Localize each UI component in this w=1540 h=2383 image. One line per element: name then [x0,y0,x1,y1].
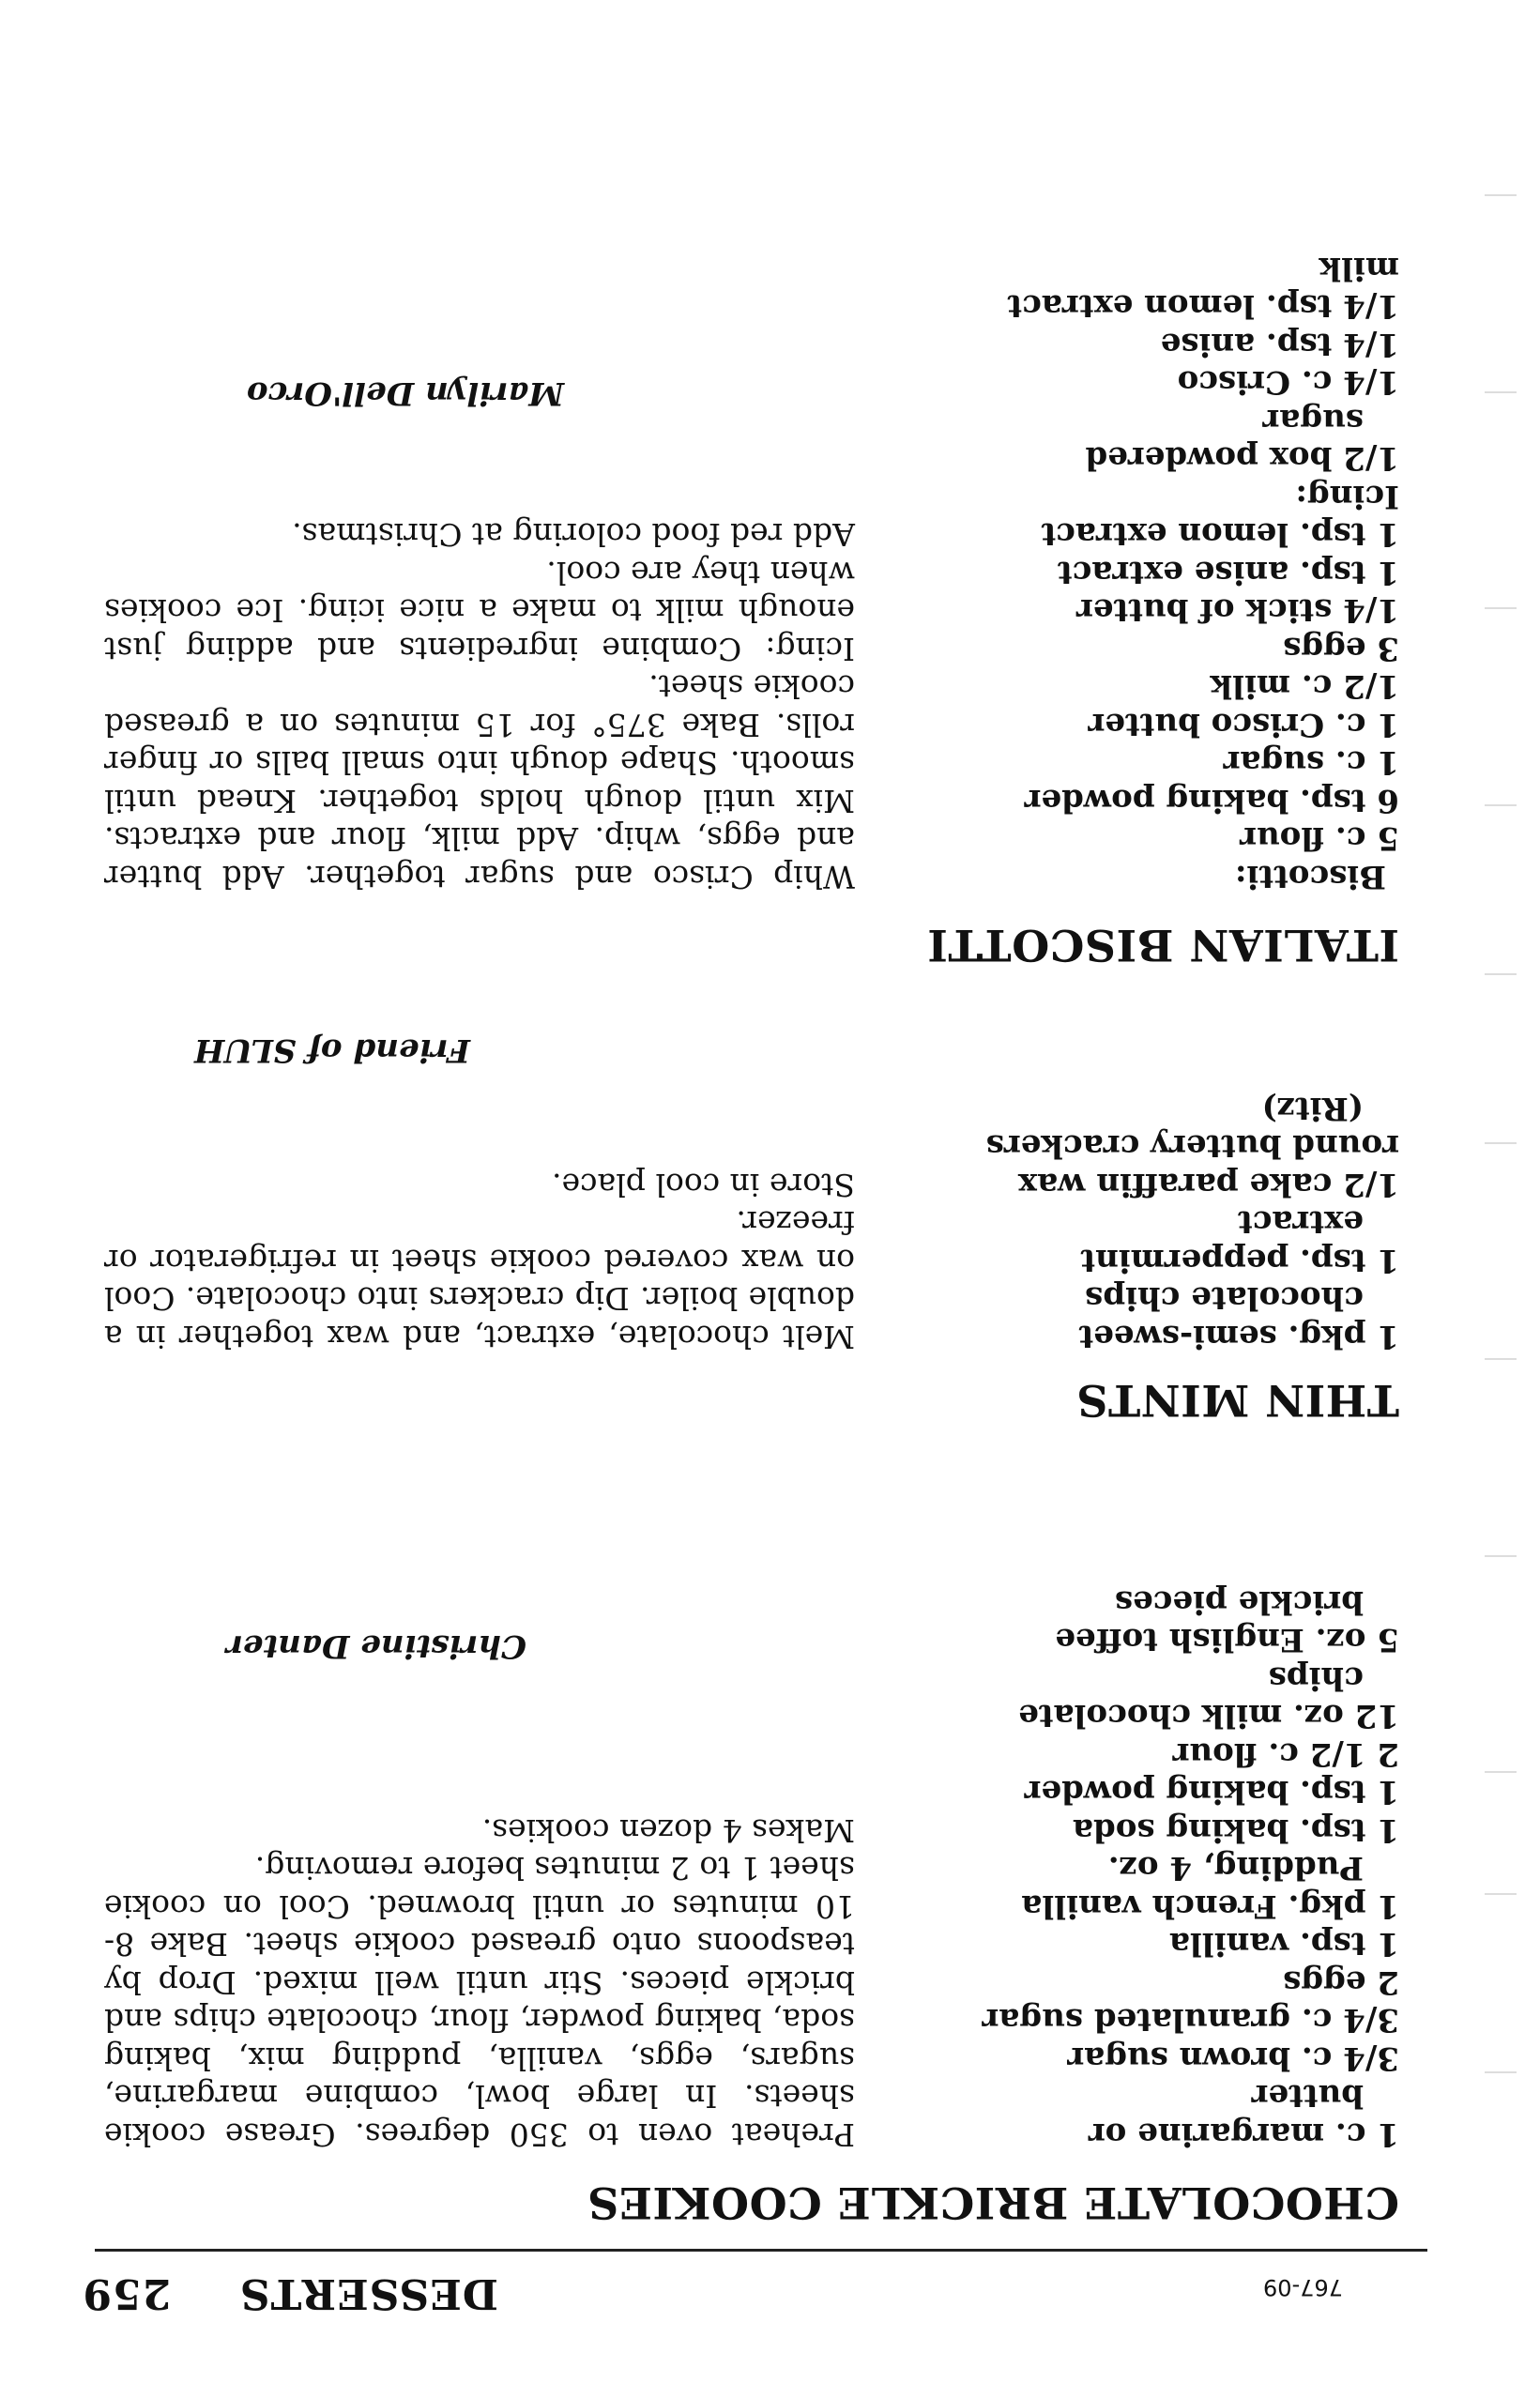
ingredient: Icing: [1295,478,1399,515]
ingredient: 1 tsp. lemon extract [1041,515,1399,554]
ingredients-brickle [977,1583,1399,2154]
ingredient: Pudding, 4 oz. [1107,1849,1364,1887]
ingredient: 1 c. margarine or [1088,2116,1399,2153]
recipe-title-thin-mints: THIN MINTS [1075,1375,1399,1426]
ingredients-thin-mints [977,1090,1399,1356]
recipe-title-brickle: CHOCOLATE BRICKLE COOKIES [587,2177,1399,2228]
direction-paragraph: Add red food coloring at Christmas. [292,516,855,554]
running-header [82,2269,498,2317]
ingredient: round buttery crackers [985,1127,1399,1166]
direction-paragraph: Store in cool place. [552,1167,855,1203]
directions-biscotti [104,515,855,895]
ingredient: 1/4 tsp. anise [1160,326,1399,363]
ingredient: 3/4 c. brown sugar [1067,2039,1399,2077]
ingredient: 1 c. sugar [1223,743,1399,782]
direction-paragraph: Icing: Combine ingredients and adding just enough milk to make a nice icing. Ice cookies when they are cool. [104,555,855,667]
ingredient: 1/2 c. milk [1210,667,1399,706]
directions-brickle [104,1811,855,2154]
recipe-author: Marilyn Dell'Orco [247,374,564,412]
ingredient: 1/2 cake paraffin wax [1017,1166,1399,1203]
ingredient: 1 tsp. vanilla [1168,1925,1399,1963]
ingredient: 2 eggs [1283,1963,1399,2001]
ingredient: (Ritz) [1261,1090,1364,1127]
directions-thin-mints [104,1166,855,1356]
recipe-author: Christine Danter [225,1627,526,1665]
ingredient: 1 tsp. peppermint [1080,1242,1399,1279]
direction-paragraph: Preheat oven to 350 degrees. Grease cookie sheets. In large bowl, combine margarine, sugars, eggs, vanilla, pudding mix, baking soda, baking powder, flour, chocolate chips and brickle pieces. Stir until well mixed. Drop by teaspoons onto greased cookie sheet. Bake 8-10 minutes or until browned. Cool on cookie sheet 1 to 2 minutes before removing. [104,1850,855,2153]
recipe-author: Friend of SLUH [194,1031,470,1069]
ingredient: milk [1319,250,1399,287]
ingredient: 3 eggs [1283,630,1399,667]
ingredient: 1 tsp. baking powder [1024,1773,1399,1811]
ingredient: extract [1238,1203,1364,1242]
section-title: DESSERTS [238,2269,498,2317]
ingredient: sugar [1262,402,1364,439]
header-rule [95,2249,1427,2252]
ingredient: 5 oz. English toffee [1055,1621,1399,1659]
page-code: 767-09 [1262,2274,1343,2300]
ingredient: 1/4 stick of butter [1075,591,1399,630]
ingredient: 5 c. flour [1240,819,1399,858]
ingredient: 12 oz. milk chocolate [1018,1697,1399,1735]
ingredient: chips [1268,1659,1364,1697]
ingredient: Biscotti: [1234,858,1386,895]
ingredient: chocolate chips [1085,1279,1364,1318]
margin-ticks [1479,0,1517,2383]
ingredient: 1 c. Crisco butter [1088,706,1399,743]
ingredient: 1 pkg. French vanilla [1021,1887,1399,1925]
ingredient: 3/4 c. granulated sugar [982,2001,1399,2039]
ingredient: 1 tsp. anise extract [1057,554,1399,591]
ingredient: brickle pieces [1114,1583,1364,1621]
ingredient: butter [1251,2077,1364,2116]
recipe-title-biscotti: ITALIAN BISCOTTI [926,920,1399,970]
direction-paragraph: Makes 4 dozen cookies. [481,1812,855,1849]
ingredients-biscotti [977,250,1399,896]
page-number: 259 [82,2269,172,2317]
ingredient: 6 tsp. baking powder [1024,782,1399,819]
ingredient: 1/4 tsp. lemon extract [1007,287,1399,326]
ingredient: 2 1/2 c. flour [1172,1735,1399,1773]
ingredient: 1 tsp. baking soda [1072,1811,1399,1849]
ingredient: 1/4 c. Crisco [1177,363,1399,402]
ingredient: 1/2 box powdered [1085,439,1399,478]
direction-paragraph: Whip Crisco and sugar together. Add butter and eggs, whip. Add milk, flour and extracts. Mix until dough holds together. Knead until smooth. Shape dough into small balls or finger rolls. Bake 375° for 15 minutes on a greased cookie sheet. [104,668,855,895]
ingredient: 1 pkg. semi-sweet [1078,1318,1399,1355]
direction-paragraph: Melt chocolate, extract, and wax together in a double boiler. Dip crackers into chocolate. Cool on wax covered cookie sheet in refrigerator or freezer. [104,1204,855,1355]
